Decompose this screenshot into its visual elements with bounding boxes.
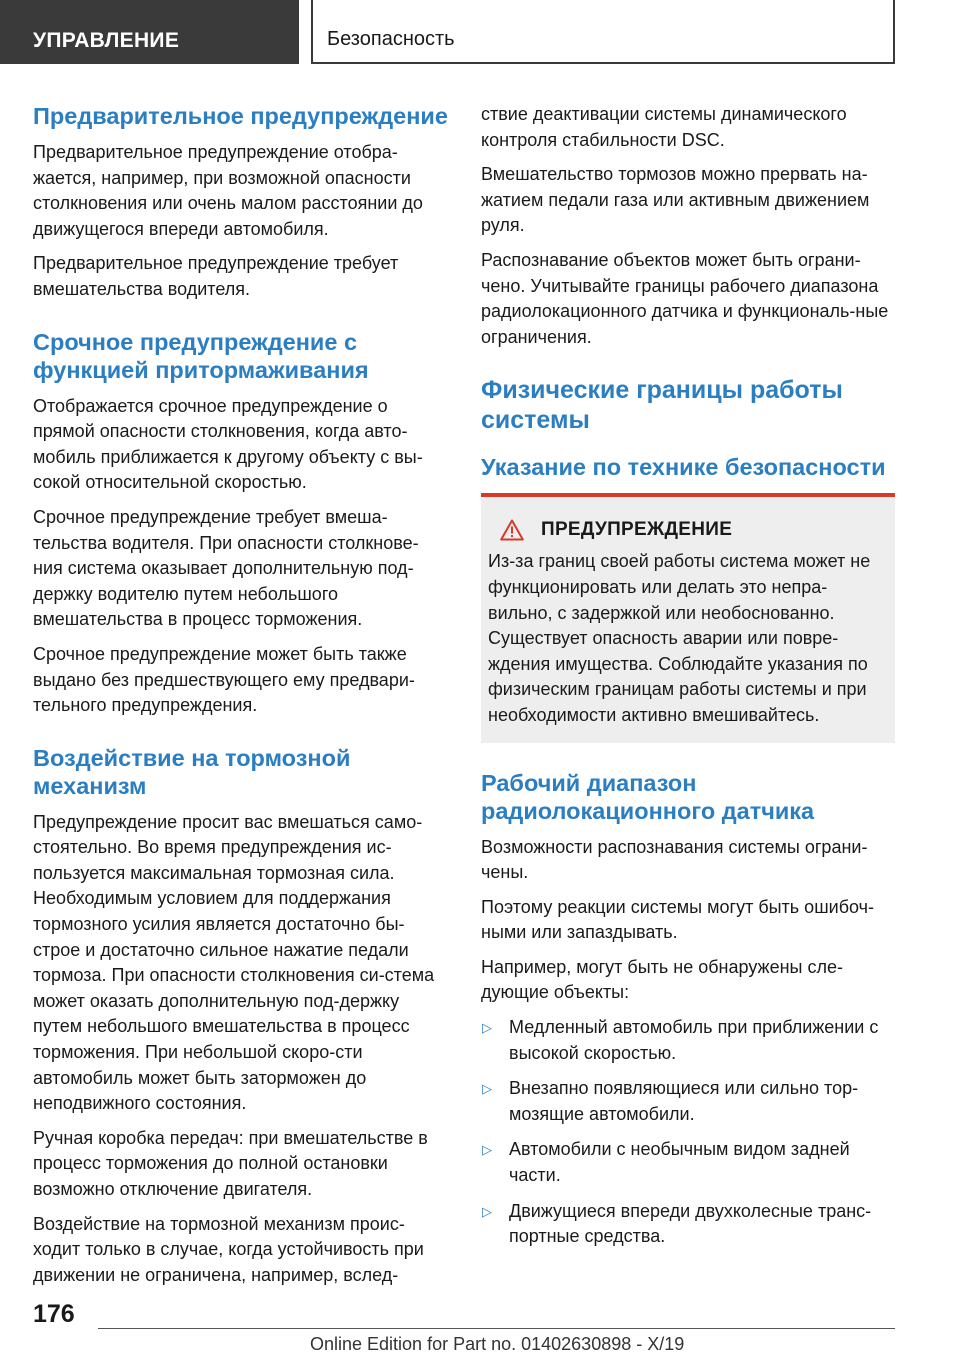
object-list [481,1015,896,1250]
edition-footer: Online Edition for Part no. 01402630898 - X/19 [310,1334,685,1354]
heading-urgent-warning: Срочное предупреждение с функцией притормаживания [33,328,369,383]
list-item: ▷ Автомобили с необычным видом задней части. [481,1137,896,1188]
section-tab: УПРАВЛЕНИЕ [0,0,299,64]
paragraph: Предварительное предупреждение требует вмешательства водителя. [33,253,399,299]
paragraph: Возможности распознавания системы ограни-чены. [481,836,868,883]
paragraph: Воздействие на тормозной механизм проис-ходит только в случае, когда устойчивость при движении не ограничена, например, вслед- [33,1213,424,1285]
heading-pre-warning: Предварительное предупреждение [33,103,448,129]
list-item: ▷ Медленный автомобиль при приближении с высокой скоростью. [481,1015,896,1066]
warning-title: ПРЕДУПРЕЖДЕНИЕ [541,519,733,541]
paragraph: Предупреждение просит вас вмешаться само-стоятельно. Во время предупреждения ис-пользуется максимальная тормозная сила. Необходимым условием для поддержания тормозного усилия является достаточно бы-строе и достаточно сильное нажатие педали тормоза. При опасности столкновения си-стема может оказать дополнительную под-держку путем небольшого вмешательства в процесс торможения. При небольшой скоро-сти автомобиль может быть заторможен до неподвижного состояния. [33,811,435,1114]
footer-divider [98,1328,895,1329]
paragraph: Поэтому реакции системы могут быть ошибоч-ными или запаздывать. [481,896,874,943]
paragraph: Например, могут быть не обнаружены сле-дующие объекты: [481,956,843,1003]
paragraph: Вмешательство тормозов можно прервать на-жатием педали газа или активным движением руля. [481,164,870,236]
list-item: ▷ Движущиеся впереди двухколесные транс-портные средства. [481,1199,896,1250]
right-column [481,102,896,1260]
triangle-bullet-icon: ▷ [482,1142,492,1158]
heading-safety-note: Указание по технике безопасности [481,454,886,481]
paragraph: ствие деактивации системы динамического контроля стабильности DSC. [481,104,847,150]
paragraph: Срочное предупреждение может быть также выдано без предшествующего ему предвари-тельного предупреждения. [33,643,415,716]
triangle-bullet-icon: ▷ [482,1020,492,1036]
warning-triangle-icon [500,519,524,541]
paragraph: Срочное предупреждение требует вмеша-тельства водителя. При опасности столкнове-ния система оказывает дополнительную под-держку водителю путем небольшого вмешательства в процесс торможения. [33,506,419,630]
paragraph: Отображается срочное предупреждение о прямой опасности столкновения, когда авто-мобиль приближается к другому объекту с вы-сокой относительной скоростью. [33,395,423,493]
warning-box [481,493,895,742]
triangle-bullet-icon: ▷ [482,1203,492,1219]
list-item: ▷ Внезапно появляющиеся или сильно тор-мозящие автомобили. [481,1076,896,1127]
subsection-title: Безопасность [311,0,895,64]
heading-radar-range: Рабочий диапазон радиолокационного датчика [481,769,815,824]
heading-physical-limits: Физические границы работы системы [481,376,843,435]
paragraph: Распознавание объектов может быть ограни-чено. Учитывайте границы рабочего диапазона радиолокационного датчика и функциональ-ные ограничения. [481,249,889,347]
heading-brake-intervention: Воздействие на тормозной механизм [33,744,351,799]
paragraph: Ручная коробка передач: при вмешательстве в процесс торможения до полной остановки возможно отключение двигателя. [33,1127,428,1199]
page-number: 176 [33,1300,75,1328]
warning-text: Из-за границ своей работы система может не функционировать или делать это непра-вильно, с задержкой или необоснованно. Существует опасность аварии или повре-ждения имущества. Соблюдайте указания по физическим границам работы системы и при необходимости активно вмешивайтесь. [488,551,871,725]
left-column [33,102,448,1297]
triangle-bullet-icon: ▷ [482,1081,492,1097]
paragraph: Предварительное предупреждение отобра-жается, например, при возможной опасности столкновения или очень малом расстоянии до движущегося впереди автомобиля. [33,142,423,239]
